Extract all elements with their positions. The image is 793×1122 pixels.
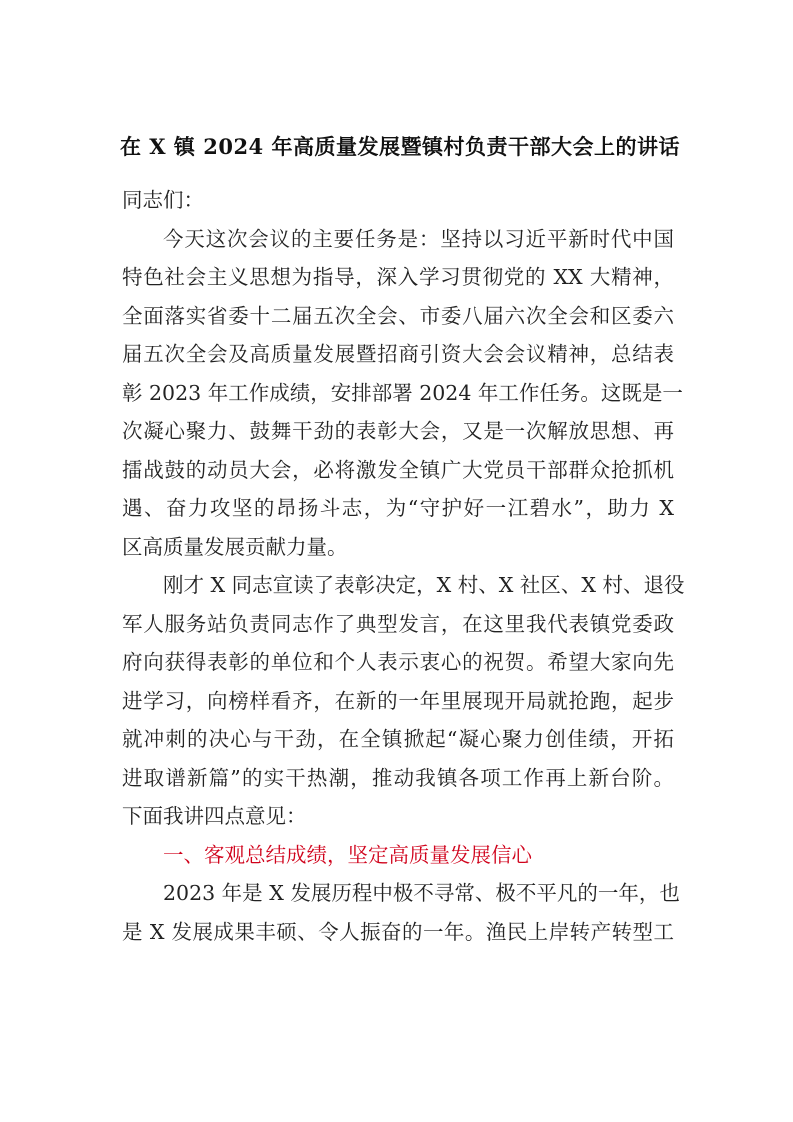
section-heading: 一、客观总结成绩，坚定高质量发展信心	[163, 842, 532, 867]
paragraph-line: 遇、奋力攻坚的昂扬斗志，为“守护好一江碧水”，助力 X	[122, 496, 674, 520]
document-title: 在 X 镇 2024 年高质量发展暨镇村负责干部大会上的讲话	[120, 134, 680, 159]
paragraph-line: 刚才 X 同志宣读了表彰决定，X 村、X 社区、X 村、退役	[163, 573, 685, 597]
paragraph-line: 军人服务站负责同志作了典型发言，在这里我代表镇党委政	[122, 611, 674, 636]
paragraph-line: 下面我讲四点意见：	[122, 804, 307, 828]
paragraph-line: 进学习，向榜样看齐，在新的一年里展现开局就抢跑，起步	[122, 688, 674, 713]
paragraph-line: 届五次全会及高质量发展暨招商引资大会会议精神，总结表	[122, 342, 674, 366]
greeting: 同志们：	[122, 188, 204, 212]
document-body	[122, 181, 685, 951]
paragraph-line: 是 X 发展成果丰硕、令人振奋的一年。渔民上岸转产转型工	[122, 919, 674, 944]
paragraph-line: 2023 年是 X 发展历程中极不寻常、极不平凡的一年，也	[163, 881, 680, 905]
paragraph-line: 府向获得表彰的单位和个人表示衷心的祝贺。希望大家向先	[122, 650, 674, 674]
paragraph-line: 今天这次会议的主要任务是：坚持以习近平新时代中国	[163, 226, 674, 251]
paragraph-line: 次凝心聚力、鼓舞干劲的表彰大会，又是一次解放思想、再	[122, 419, 674, 443]
paragraph-line: 擂战鼓的动员大会，必将激发全镇广大党员干部群众抢抓机	[122, 457, 674, 482]
paragraph-line: 特色社会主义思想为指导，深入学习贯彻党的 XX 大精神，	[122, 265, 674, 289]
paragraph-line: 全面落实省委十二届五次全会、市委八届六次全会和区委六	[122, 303, 674, 328]
paragraph-line: 彰 2023 年工作成绩，安排部署 2024 年工作任务。这既是一	[122, 380, 683, 405]
paragraph-line: 就冲刺的决心与干劲，在全镇掀起“凝心聚力创佳绩，开拓	[122, 727, 674, 751]
paragraph-line: 进取谱新篇”的实干热潮，推动我镇各项工作再上新台阶。	[122, 765, 674, 790]
paragraph-line: 区高质量发展贡献力量。	[122, 534, 348, 559]
